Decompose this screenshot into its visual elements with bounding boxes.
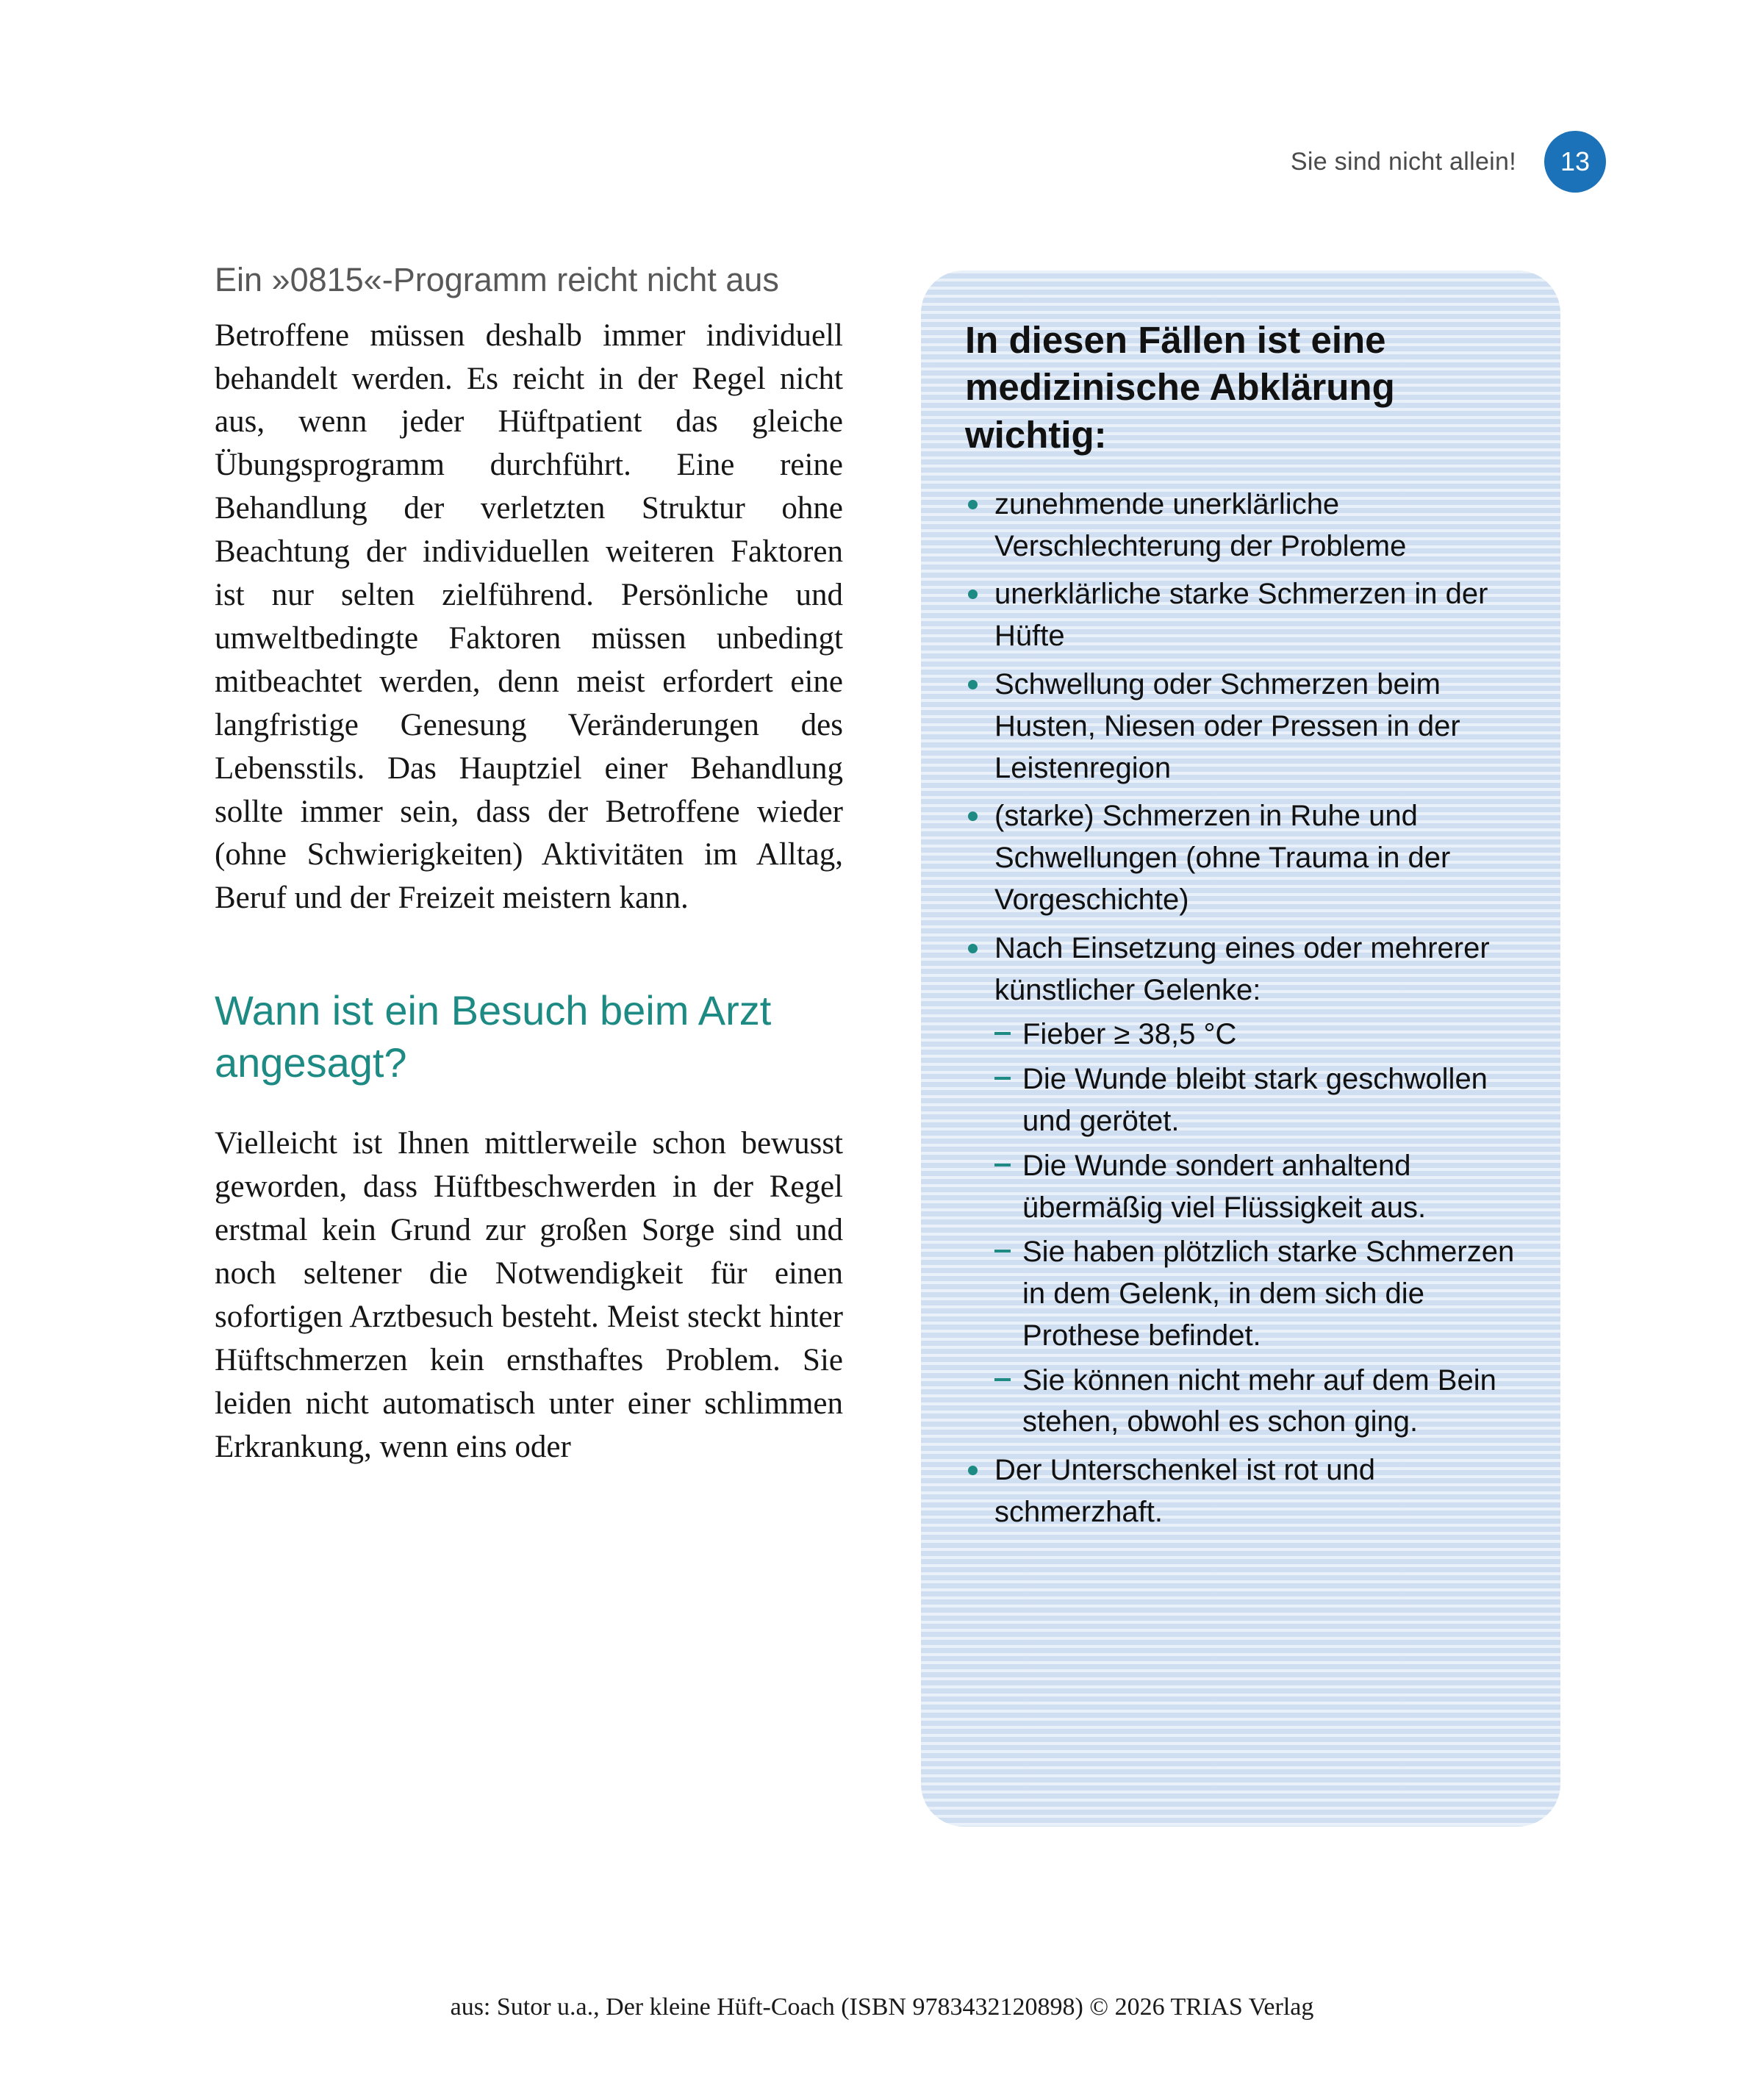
bullet-dot-icon <box>968 500 978 509</box>
footer-source-note: aus: Sutor u.a., Der kleine Hüft-Coach (ISBN 9783432120898) © 2026 TRIAS Verlag <box>450 1993 1314 2021</box>
running-head <box>1291 131 1606 193</box>
info-box-title: In diesen Fällen ist eine medizinische Abklärung wichtig: <box>965 319 1395 456</box>
bullet-dot-icon <box>968 589 978 599</box>
sub-list-item-label: Sie können nicht mehr auf dem Bein stehen, obwohl es schon ging. <box>1022 1363 1496 1438</box>
dash-bullet-icon <box>994 1378 1011 1381</box>
dash-bullet-icon <box>994 1032 1011 1035</box>
list-item <box>965 1449 1516 1533</box>
sub-list-item <box>994 1058 1516 1142</box>
sub-list-item-label: Fieber ≥ 38,5 °C <box>1022 1018 1237 1051</box>
info-box-sublist <box>994 1014 1516 1443</box>
list-item-label: Nach Einsetzung eines oder mehrerer künstlicher Gelenke: <box>994 931 1490 1006</box>
page-number-badge: 13 <box>1544 131 1606 193</box>
running-head-title: Sie sind nicht allein! <box>1290 147 1516 176</box>
sub-list-item <box>994 1231 1516 1356</box>
list-item <box>965 928 1516 1444</box>
main-text-column <box>215 259 843 1469</box>
info-box <box>921 270 1560 1827</box>
sub-list-item <box>994 1360 1516 1444</box>
sub-list-item-label: Die Wunde sondert anhaltend übermäßig viel Flüssigkeit aus. <box>1022 1149 1427 1224</box>
list-item-label: unerklärliche starke Schmerzen in der Hüfte <box>994 578 1488 653</box>
dash-bullet-icon <box>994 1077 1011 1080</box>
bullet-dot-icon <box>968 680 978 689</box>
bullet-dot-icon <box>968 811 978 821</box>
bullet-dot-icon <box>968 1466 978 1475</box>
subheading: Ein »0815«-Programm reicht nicht aus <box>215 261 779 298</box>
list-item-label: zunehmende unerklärliche Verschlechterung der Probleme <box>994 487 1407 562</box>
body-paragraph-1: Betroffene müssen deshalb immer individuell behandelt werden. Es reicht in der Regel nicht aus, wenn jeder Hüftpatient das gleiche Übungsprogramm durchführt. Eine reine Behandlung der verletzten Struktur ohne Beachtung der individuellen weiteren Faktoren ist nur selten zielführend. Persönliche und umweltbedingte Faktoren müssen unbedingt mitbeachtet werden, denn meist erfordert eine langfristige Genesung Veränderungen des Lebensstils. Das Hauptziel einer Behandlung sollte immer sein, dass der Betroffene wieder (ohne Schwierigkeiten) Aktivitäten im Alltag, Beruf und der Freizeit meistern kann. <box>215 318 843 916</box>
sub-list-item <box>994 1145 1516 1229</box>
list-item <box>965 573 1516 657</box>
sub-list-item <box>994 1014 1516 1056</box>
bullet-dot-icon <box>968 944 978 953</box>
list-item-label: Der Unterschenkel ist rot und schmerzhaft. <box>994 1454 1376 1529</box>
dash-bullet-icon <box>994 1164 1011 1166</box>
list-item-label: Schwellung oder Schmerzen beim Husten, Niesen oder Pressen in der Leistenregion <box>994 667 1460 784</box>
list-item-label: (starke) Schmerzen in Ruhe und Schwellungen (ohne Trauma in der Vorgeschichte) <box>994 800 1451 916</box>
list-item <box>965 664 1516 789</box>
list-item <box>965 484 1516 567</box>
dash-bullet-icon <box>994 1250 1011 1252</box>
section-heading: Wann ist ein Besuch beim Arzt angesagt? <box>215 987 772 1086</box>
info-box-list <box>965 484 1516 1533</box>
body-paragraph-2: Vielleicht ist Ihnen mittlerweile schon bewusst geworden, dass Hüftbeschwerden in der Regel erstmal kein Grund zur großen Sorge sind und noch seltener die Notwendigkeit für einen sofortigen Arztbesuch besteht. Meist steckt hinter Hüftschmerzen kein ernsthaftes Problem. Sie leiden nicht automatisch unter einer schlimmen Erkrankung, wenn eins oder <box>215 1126 843 1464</box>
sub-list-item-label: Die Wunde bleibt stark geschwollen und gerötet. <box>1022 1063 1488 1137</box>
list-item <box>965 795 1516 920</box>
sub-list-item-label: Sie haben plötzlich starke Schmerzen in dem Gelenk, in dem sich die Prothese befindet. <box>1022 1236 1515 1352</box>
